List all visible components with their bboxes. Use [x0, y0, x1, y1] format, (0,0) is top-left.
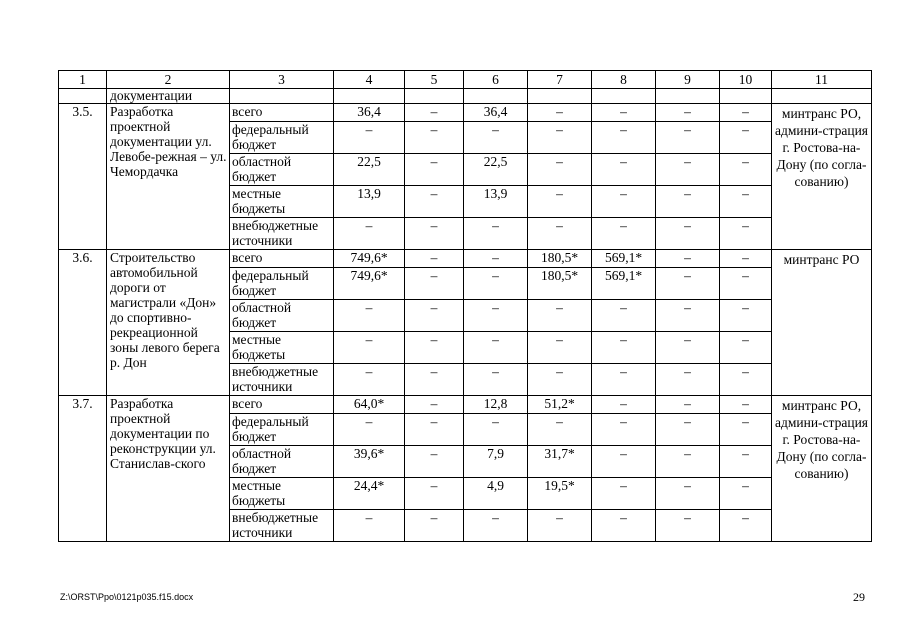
funding-source: всего [230, 250, 334, 268]
cont-cell-6 [464, 89, 528, 104]
value-cell: – [405, 218, 464, 250]
value-cell: – [592, 154, 656, 186]
value-cell: 569,1* [592, 250, 656, 268]
header-cell-5: 5 [405, 71, 464, 89]
value-cell: – [720, 250, 772, 268]
cont-cell-7 [528, 89, 592, 104]
value-cell: – [656, 414, 720, 446]
value-cell: – [464, 122, 528, 154]
value-cell: 31,7* [528, 446, 592, 478]
value-cell: – [528, 104, 592, 122]
table-row [59, 104, 872, 122]
header-cell-9: 9 [656, 71, 720, 89]
value-cell: 180,5* [528, 250, 592, 268]
value-cell: – [656, 396, 720, 414]
value-cell: – [592, 332, 656, 364]
funding-source: внебюджетные источники [230, 364, 334, 396]
header-cell-2: 2 [107, 71, 230, 89]
table-body [59, 71, 872, 542]
item-name: Строительство автомобильной дороги от магистрали «Дон» до спортивно-рекреационной зоны левого берега р. Дон [107, 250, 230, 396]
value-cell: – [528, 300, 592, 332]
value-cell: – [720, 446, 772, 478]
funding-source: федеральный бюджет [230, 268, 334, 300]
value-cell: – [334, 122, 405, 154]
header-cell-11: 11 [772, 71, 872, 89]
header-cell-6: 6 [464, 71, 528, 89]
value-cell: 569,1* [592, 268, 656, 300]
value-cell: 13,9 [464, 186, 528, 218]
funding-source: всего [230, 104, 334, 122]
value-cell: – [720, 218, 772, 250]
funding-source: местные бюджеты [230, 478, 334, 510]
value-cell: – [656, 510, 720, 542]
funding-source: всего [230, 396, 334, 414]
value-cell: – [720, 364, 772, 396]
value-cell: – [720, 122, 772, 154]
value-cell: – [528, 332, 592, 364]
value-cell: – [720, 332, 772, 364]
value-cell: – [656, 218, 720, 250]
value-cell: – [592, 122, 656, 154]
value-cell: – [656, 186, 720, 218]
value-cell: – [592, 510, 656, 542]
value-cell: 749,6* [334, 250, 405, 268]
value-cell: – [720, 510, 772, 542]
cont-cell-5 [405, 89, 464, 104]
value-cell: – [334, 414, 405, 446]
cont-cell-8 [592, 89, 656, 104]
value-cell: – [656, 268, 720, 300]
value-cell: – [656, 250, 720, 268]
value-cell: – [656, 154, 720, 186]
value-cell: 12,8 [464, 396, 528, 414]
header-row [59, 71, 872, 89]
value-cell: – [720, 478, 772, 510]
value-cell: 749,6* [334, 268, 405, 300]
value-cell: 22,5 [334, 154, 405, 186]
value-cell: – [334, 332, 405, 364]
value-cell: – [592, 414, 656, 446]
responsible-org: минтранс РО, админи-страция г. Ростова-на-Дону (по согла-сованию) [772, 104, 872, 250]
header-cell-10: 10 [720, 71, 772, 89]
responsible-org: минтранс РО [772, 250, 872, 396]
value-cell: – [528, 154, 592, 186]
funding-source: федеральный бюджет [230, 122, 334, 154]
header-cell-3: 3 [230, 71, 334, 89]
responsible-org: минтранс РО, админи-страция г. Ростова-на-Дону (по согла-сованию) [772, 396, 872, 542]
value-cell: – [464, 332, 528, 364]
value-cell: – [334, 218, 405, 250]
value-cell: – [334, 510, 405, 542]
value-cell: – [720, 300, 772, 332]
item-name: Разработка проектной документации ул. Левобе-режная – ул. Чемордачка [107, 104, 230, 250]
value-cell: – [405, 154, 464, 186]
continuation-text: документации [107, 89, 230, 104]
cont-cell-4 [334, 89, 405, 104]
value-cell: 39,6* [334, 446, 405, 478]
value-cell: – [405, 510, 464, 542]
value-cell: – [405, 300, 464, 332]
value-cell: – [592, 104, 656, 122]
value-cell: 4,9 [464, 478, 528, 510]
value-cell: 13,9 [334, 186, 405, 218]
value-cell: – [464, 268, 528, 300]
value-cell: – [592, 478, 656, 510]
value-cell: 36,4 [464, 104, 528, 122]
value-cell: 19,5* [528, 478, 592, 510]
value-cell: 22,5 [464, 154, 528, 186]
cont-cell-1 [59, 89, 107, 104]
value-cell: 7,9 [464, 446, 528, 478]
value-cell: – [464, 300, 528, 332]
cont-cell-10 [720, 89, 772, 104]
value-cell: – [405, 186, 464, 218]
value-cell: – [720, 268, 772, 300]
value-cell: – [720, 396, 772, 414]
value-cell: – [334, 364, 405, 396]
header-cell-1: 1 [59, 71, 107, 89]
value-cell: – [464, 510, 528, 542]
value-cell: – [720, 186, 772, 218]
value-cell: – [405, 446, 464, 478]
value-cell: – [528, 510, 592, 542]
value-cell: – [405, 122, 464, 154]
header-cell-8: 8 [592, 71, 656, 89]
value-cell: – [656, 446, 720, 478]
value-cell: 64,0* [334, 396, 405, 414]
value-cell: – [592, 446, 656, 478]
funding-source: областной бюджет [230, 300, 334, 332]
page-number: 29 [853, 590, 865, 604]
value-cell: – [720, 414, 772, 446]
item-number: 3.6. [59, 250, 107, 396]
cont-cell-11 [772, 89, 872, 104]
continuation-row [59, 89, 872, 104]
value-cell: – [592, 186, 656, 218]
table-row [59, 396, 872, 414]
value-cell: 24,4* [334, 478, 405, 510]
header-cell-4: 4 [334, 71, 405, 89]
value-cell: – [405, 414, 464, 446]
value-cell: 36,4 [334, 104, 405, 122]
value-cell: – [656, 122, 720, 154]
funding-source: внебюджетные источники [230, 510, 334, 542]
item-number: 3.5. [59, 104, 107, 250]
value-cell: – [656, 104, 720, 122]
value-cell: – [720, 104, 772, 122]
cont-cell-3 [230, 89, 334, 104]
table-row [59, 250, 872, 268]
value-cell: – [656, 332, 720, 364]
value-cell: – [528, 414, 592, 446]
value-cell: 180,5* [528, 268, 592, 300]
value-cell: – [405, 250, 464, 268]
value-cell: – [464, 218, 528, 250]
value-cell: – [405, 268, 464, 300]
value-cell: – [528, 186, 592, 218]
footer-file-path: Z:\ORST\Ppo\0121p035.f15.docx [60, 592, 194, 602]
funding-source: местные бюджеты [230, 186, 334, 218]
funding-source: областной бюджет [230, 446, 334, 478]
value-cell: – [656, 478, 720, 510]
funding-source: внебюджетные источники [230, 218, 334, 250]
value-cell: – [405, 104, 464, 122]
item-name: Разработка проектной документации по реконструкции ул. Станислав-ского [107, 396, 230, 542]
value-cell: – [405, 478, 464, 510]
item-number: 3.7. [59, 396, 107, 542]
value-cell: – [464, 250, 528, 268]
value-cell: 51,2* [528, 396, 592, 414]
budget-table [58, 70, 872, 542]
value-cell: – [464, 414, 528, 446]
value-cell: – [656, 364, 720, 396]
cont-cell-9 [656, 89, 720, 104]
funding-source: федеральный бюджет [230, 414, 334, 446]
value-cell: – [464, 364, 528, 396]
value-cell: – [334, 300, 405, 332]
value-cell: – [656, 300, 720, 332]
header-cell-7: 7 [528, 71, 592, 89]
value-cell: – [528, 218, 592, 250]
funding-source: областной бюджет [230, 154, 334, 186]
value-cell: – [592, 364, 656, 396]
value-cell: – [528, 364, 592, 396]
value-cell: – [720, 154, 772, 186]
value-cell: – [405, 396, 464, 414]
value-cell: – [592, 396, 656, 414]
value-cell: – [405, 364, 464, 396]
value-cell: – [405, 332, 464, 364]
value-cell: – [592, 300, 656, 332]
value-cell: – [592, 218, 656, 250]
value-cell: – [528, 122, 592, 154]
funding-source: местные бюджеты [230, 332, 334, 364]
